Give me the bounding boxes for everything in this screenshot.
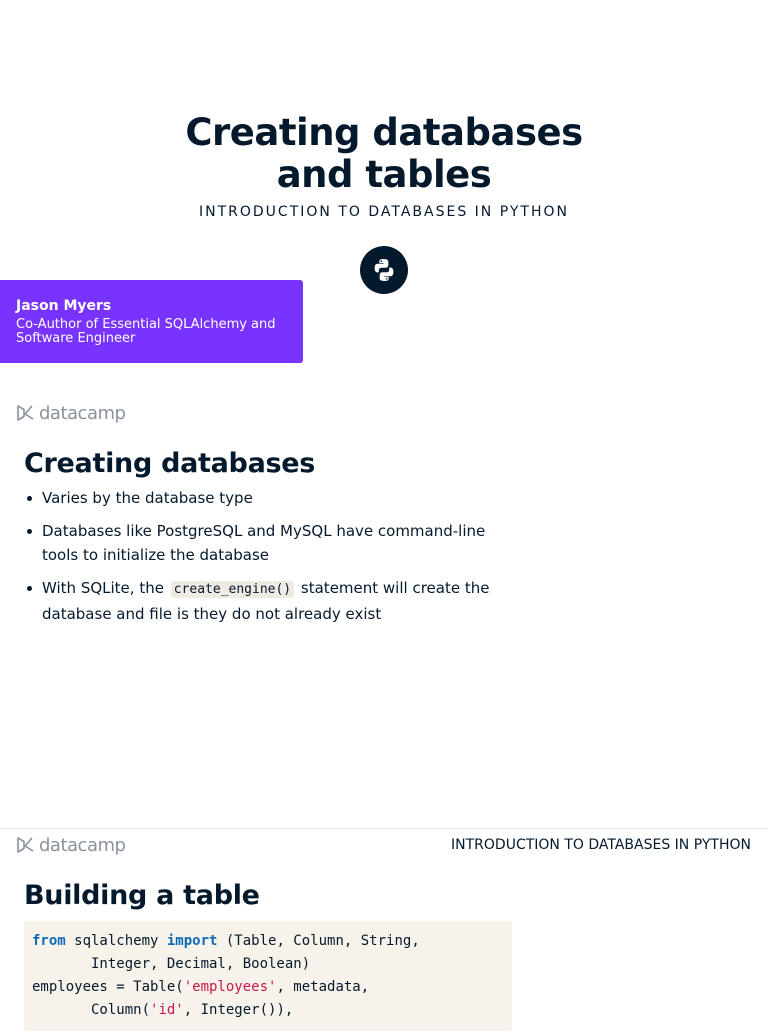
code-text: (Table, Column, String, <box>217 933 420 949</box>
code-text: , Integer()), <box>183 1002 294 1018</box>
logo-text: datacamp <box>39 403 126 424</box>
author-card <box>0 280 303 363</box>
slide-divider <box>0 828 768 829</box>
inline-code: create_engine() <box>171 581 294 598</box>
section-heading: Building a table <box>24 880 260 911</box>
code-block <box>24 921 512 1031</box>
code-text: sqlalchemy <box>65 933 167 949</box>
bullet-text: Databases like PostgreSQL and MySQL have command-line tools to initialize the database <box>42 522 486 564</box>
python-logo-icon <box>371 257 397 283</box>
course-tag: INTRODUCTION TO DATABASES IN PYTHON <box>451 837 751 853</box>
code-keyword: import <box>166 933 218 949</box>
logo-text: datacamp <box>39 835 126 856</box>
list-item <box>24 519 524 567</box>
slide-title <box>0 112 768 196</box>
bullet-text: statement will create the database and file is they do not already exist <box>42 579 490 623</box>
datacamp-mark-icon <box>16 404 36 424</box>
datacamp-mark-icon <box>16 836 36 856</box>
code-string: 'employees' <box>183 979 277 995</box>
slide-title-line2: and tables <box>276 153 492 196</box>
code-keyword: from <box>32 933 66 949</box>
code-text: Integer, Decimal, Boolean) <box>32 956 311 972</box>
code-text: employees = Table( <box>32 979 184 995</box>
code-string: 'id' <box>150 1002 184 1018</box>
section-heading: Creating databases <box>24 448 316 479</box>
bullet-text: With SQLite, the <box>42 579 164 597</box>
slide-title-line1: Creating databases <box>185 111 583 154</box>
code-text: , metadata, <box>276 979 370 995</box>
datacamp-logo <box>16 835 125 856</box>
list-item <box>24 576 524 626</box>
course-subtitle: INTRODUCTION TO DATABASES IN PYTHON <box>199 204 569 220</box>
list-item <box>24 486 524 510</box>
author-role: Co-Author of Essential SQLAlchemy and Software Engineer <box>16 317 276 346</box>
datacamp-logo <box>16 403 125 424</box>
author-name: Jason Myers <box>16 298 112 314</box>
bullet-list <box>24 486 524 635</box>
bullet-text: Varies by the database type <box>42 489 253 507</box>
code-text: Column( <box>32 1002 151 1018</box>
python-badge <box>360 246 408 294</box>
